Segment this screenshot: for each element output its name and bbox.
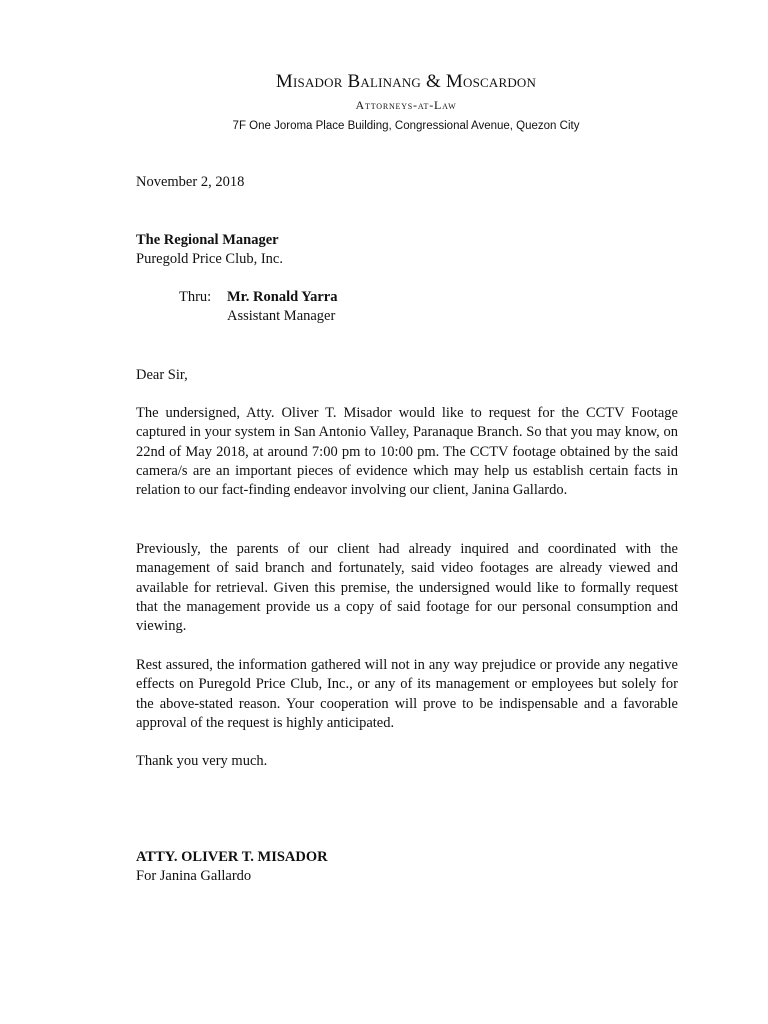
salutation: Dear Sir, (136, 367, 188, 383)
recipient-block (136, 231, 678, 270)
letterhead (0, 70, 768, 134)
thru-block (179, 288, 338, 327)
firm-address: 7F One Joroma Place Building, Congressional Avenue, Quezon City (232, 120, 580, 132)
firm-subtitle: Attorneys-at-Law (355, 98, 457, 112)
body-paragraph-3: Rest assured, the information gathered will not in any way prejudice or provide any negative effects on Puregold Price Club, Inc., or any of its management or employees but solely for the above-stated reason. Your cooperation will prove to be indispensable and a favorable approval of the request is highly anticipated. (136, 657, 678, 731)
thru-label: Thru: (179, 289, 212, 305)
body-paragraph-2: Previously, the parents of our client had already inquired and coordinated with the management of said branch and fortunately, said video footages are already viewed and available for retrieval. Given this premise, the undersigned would like to formally request that the management provide us a copy of said footage for our personal consumption and viewing. (136, 541, 678, 635)
signature-for: For Janina Gallardo (136, 868, 252, 885)
signature-name: ATTY. OLIVER T. MISADOR (136, 849, 328, 865)
firm-name: Misador Balinang & Moscardon (275, 71, 537, 92)
body-paragraph-1: The undersigned, Atty. Oliver T. Misador would like to request for the CCTV Footage captured in your system in San Antonio Valley, Paranaque Branch. So that you may know, on 22nd of May 2018, at around 7:00 pm to 10:00 pm. The CCTV footage obtained by the said camera/s are an important pieces of evidence which may help us establish certain facts in relation to our fact-finding endeavor involving our client, Janina Gallardo. (136, 405, 678, 499)
signature-block (136, 848, 678, 887)
recipient-company: Puregold Price Club, Inc. (136, 251, 283, 268)
thru-name: Mr. Ronald Yarra (227, 289, 338, 305)
closing-line: Thank you very much. (136, 753, 268, 769)
thru-position: Assistant Manager (227, 308, 336, 325)
letter-date: November 2, 2018 (136, 174, 245, 190)
recipient-title: The Regional Manager (136, 232, 279, 248)
